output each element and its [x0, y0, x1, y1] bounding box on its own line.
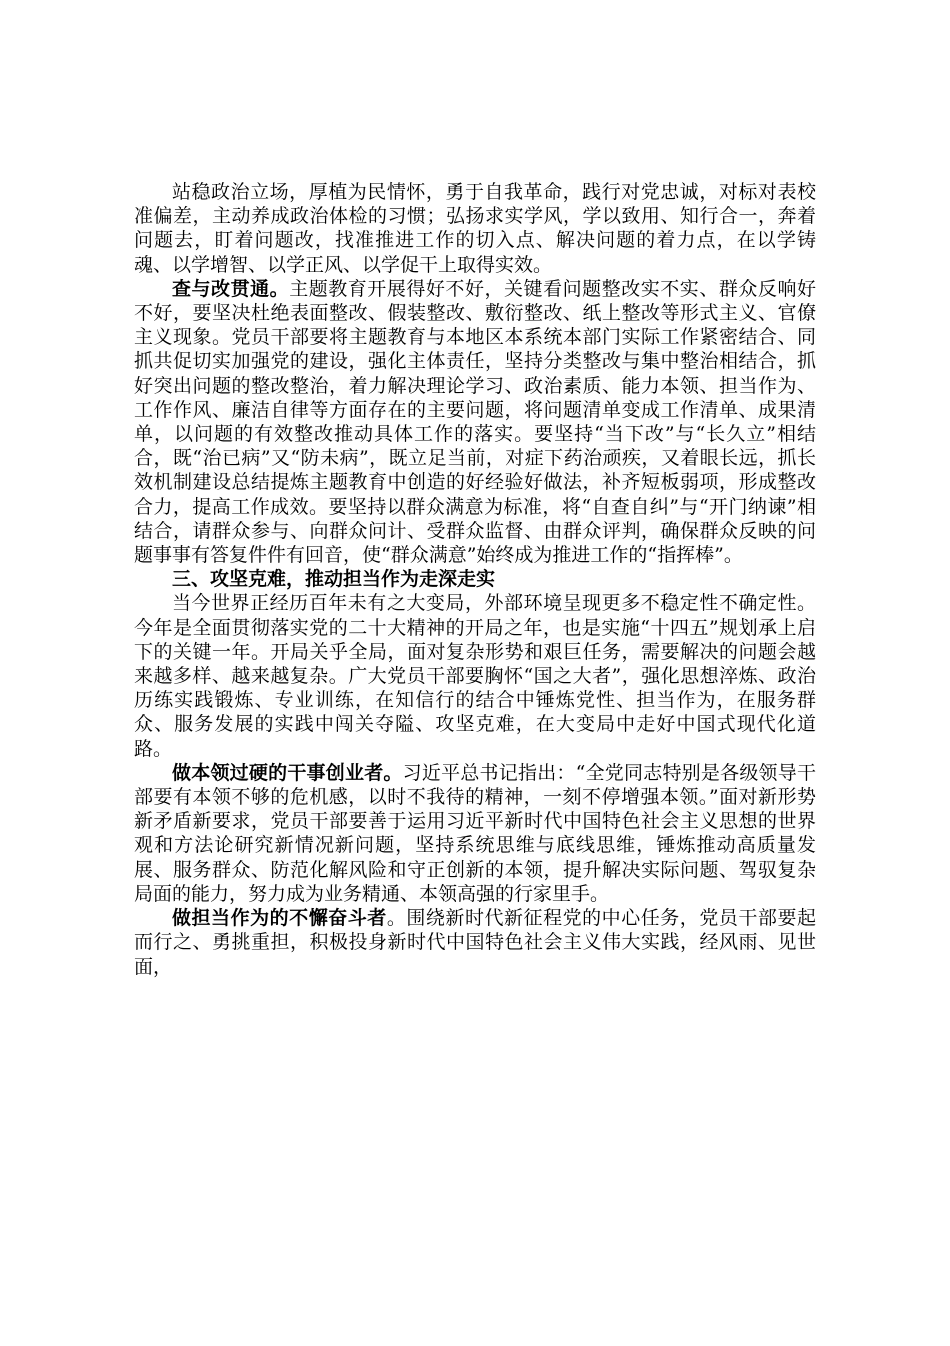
- paragraph-lead: 查与改贯通。: [172, 277, 290, 300]
- paragraph-lead: 做本领过硬的干事创业者。: [172, 761, 403, 784]
- paragraph-lead: 做担当作为的不懈奋斗者: [172, 907, 387, 930]
- paragraph-text: 习近平总书记指出：“全党同志特别是各级领导干部要有本领不够的危机感，以时不我待的精神，一刻不停增强本领。”面对新形势新矛盾新要求，党员干部要善于运用习近平新时代中国特色社会主义思想的世界观和方法论研究新情况新问题，坚持系统思维与底线思维，锤炼推动高质量发展、服务群众、防范化解风险和守正创新的本领，提升解决实际问题、驾驭复杂局面的能力，努力成为业务精通、本领高强的行家里手。: [134, 761, 816, 905]
- paragraph-tireless-striver: [134, 906, 816, 979]
- document-page: [134, 180, 816, 979]
- paragraph-text: 当今世界正经历百年未有之大变局，外部环境呈现更多不稳定性不确定性。今年是全面贯彻落实党的二十大精神的开局之年，也是实施“十四五”规划承上启下的关键一年。开局关乎全局，面对复杂形势和艰巨任务，需要解决的问题会越来越多样、越来越复杂。广大党员干部要胸怀“国之大者”，强化思想淬炼、政治历练实践锻炼、专业训练，在知信行的结合中锤炼党性、担当作为，在服务群众、服务发展的实践中闯关夺隘、攻坚克难，在大变局中走好中国式现代化道路。: [134, 592, 816, 760]
- section-heading: 三、攻坚克难，推动担当作为走深走实: [172, 568, 496, 591]
- paragraph-text: 主题教育开展得好不好，关键看问题整改实不实、群众反响好不好，要坚决杜绝表面整改、假装整改、敷衍整改、纸上整改等形式主义、官僚主义现象。党员干部要将主题教育与本地区本系统本部门实际工作紧密结合、同抓共促切实加强党的建设，强化主体责任，坚持分类整改与集中整治相结合，抓好突出问题的整改整治，着力解决理论学习、政治素质、能力本领、担当作为、工作作风、廉洁自律等方面存在的主要问题，将问题清单变成工作清单、成果清单，以问题的有效整改推动具体工作的落实。要坚持“当下改”与“长久立”相结合，既“治已病”又“防未病”，既立足当前，对症下药治顽疾，又着眼长远，抓长效机制建设总结提炼主题教育中创造的好经验好做法，补齐短板弱项，形成整改合力，提高工作成效。要坚持以群众满意为标准，将“自查自纠”与“开门纳谏”相结合，请群众参与、向群众问计、受群众监督、由群众评判，确保群众反映的问题事事有答复件件有回音，使“群众满意”始终成为推进工作的“指挥棒”。: [134, 277, 816, 567]
- paragraph-text: 站稳政治立场，厚植为民情怀，勇于自我革命，践行对党忠诚，对标对表校准偏差，主动养成政治体检的习惯；弘扬求实学风，学以致用、知行合一，奔着问题去，盯着问题改，找准推进工作的切入点、解决问题的着力点，在以学铸魂、以学增智、以学正风、以学促干上取得实效。: [134, 181, 816, 276]
- paragraph-text: 。围绕新时代新征程党的中心任务，党员干部要起而行之、勇挑重担，积极投身新时代中国特色社会主义伟大实践，经风雨、见世面，: [134, 907, 816, 978]
- paragraph-capable-doer: [134, 761, 816, 906]
- paragraph-political-stance: [134, 180, 816, 277]
- paragraph-check-and-correct: [134, 277, 816, 567]
- paragraph-world-situation: [134, 591, 816, 760]
